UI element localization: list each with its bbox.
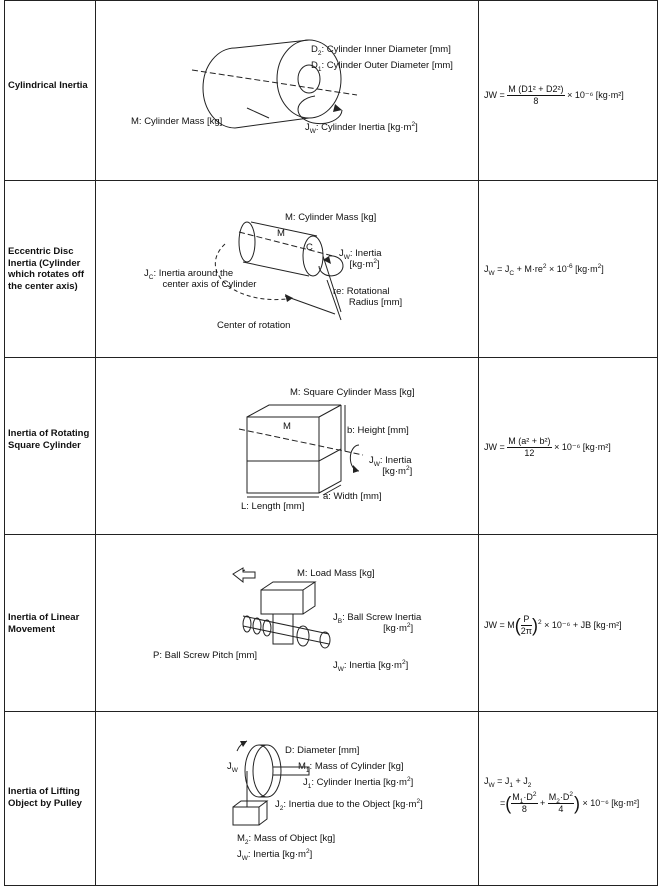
label-re: re: Rotational Radius [mm]: [333, 286, 403, 308]
row-name-square-cylinder: Inertia of Rotating Square Cylinder: [8, 428, 90, 451]
row-name-cylindrical: Cylindrical Inertia: [8, 80, 88, 91]
label-square-mass: M: Square Cylinder Mass [kg]: [290, 387, 415, 398]
table-border-right: [657, 0, 658, 886]
label-jw: $J_W$: Inertia $[kg\cdot m^2]$: [369, 455, 413, 477]
figure-eccentric-disc: [97, 180, 479, 357]
label-height: b: Height [mm]: [347, 425, 409, 436]
label-length: L: Length [mm]: [241, 501, 305, 512]
label-width: a: Width [mm]: [323, 491, 382, 502]
formula-cylindrical: JW = $\frac{\text{M (D1² + D2²)}}{8}$ × 10⁻⁶ [kg·m²]: [484, 84, 624, 106]
label-m: M: [277, 228, 285, 239]
label-cylinder-mass: M: Cylinder Mass [kg]: [285, 212, 377, 223]
label-diameter: D: Diameter [mm]: [285, 745, 360, 756]
label-c: C: [306, 242, 313, 253]
figure-cylindrical: [97, 0, 479, 180]
label-outer-diameter: $D_1$: Cylinder Outer Diameter [mm]: [311, 60, 453, 73]
label-m1: $M_1$: Mass of Cylinder [kg]: [298, 761, 404, 774]
formula-linear: JW = M( $\frac{P}{2\pi}$ )$^2$ × 10⁻⁶ + JB [kg·m²]: [484, 614, 622, 636]
figure-pulley: [97, 711, 479, 885]
label-jw: $J_W$: Inertia $[kg\cdot m^2]$: [339, 248, 382, 270]
inertia-table: [4, 0, 658, 886]
label-inner-diameter: $D_2$: Cylinder Inner Diameter [mm]: [311, 44, 451, 57]
label-jw: $J_W$: Inertia $[kg\cdot m^2]$: [237, 847, 313, 862]
ball-screw-drawing: [97, 534, 479, 711]
label-jw-arrow: $J_W$: [227, 761, 238, 774]
row-name-pulley: Inertia of Lifting Object by Pulley: [8, 786, 82, 809]
row-name-linear-movement: Inertia of Linear Movement: [8, 612, 80, 635]
figure-linear-movement: [97, 534, 479, 711]
formula-pulley-line1: $J_W = J_1 + J_2$: [484, 776, 532, 789]
cylinder-drawing: [97, 0, 479, 180]
label-jc: $J_C$: Inertia around the center axis of Cylinder: [144, 268, 257, 290]
label-jb: $J_B$: Ball Screw Inertia $[kg\cdot m^2]$: [333, 612, 422, 634]
label-pitch: P: Ball Screw Pitch [mm]: [153, 650, 257, 661]
label-jw: $J_W$: Inertia $[kg\cdot m^2]$: [333, 658, 409, 673]
formula-square-cylinder: JW = $\frac{\text{M (a² + b²)}}{12}$ × 10⁻⁶ [kg·m²]: [484, 436, 611, 458]
label-center-rotation: Center of rotation: [217, 320, 291, 331]
label-m: M: [283, 421, 291, 432]
table-border-left: [4, 0, 5, 886]
label-cylinder-inertia: $J_W$: Cylinder Inertia $[kg\cdot m^2]$: [305, 120, 418, 135]
label-cylinder-mass: M: Cylinder Mass [kg]: [131, 116, 223, 127]
label-j1: $J_1$: Cylinder Inertia $[kg\cdot m^2]$: [303, 775, 414, 790]
label-m2: $M_2$: Mass of Object [kg]: [237, 833, 336, 846]
table-border-bottom: [4, 885, 658, 886]
label-load-mass: M: Load Mass [kg]: [297, 568, 375, 579]
label-j2: $J_2$: Inertia due to the Object $[kg\cdot m^2]$: [275, 797, 423, 812]
figure-square-cylinder: [97, 357, 479, 534]
row-name-eccentric-disc: Eccentric Disc Inertia (Cylinder which rotates off the center axis): [8, 246, 85, 292]
formula-pulley-line2: =( $\frac{M_1\cdot D^2}{8}$ + $\frac{M_2\cdot D^2}{4}$ ) × 10⁻⁶ [kg·m²]: [500, 791, 640, 814]
formula-eccentric: $J_W = J_C + M\cdot re^2 \times 10^{-6}$ $[kg\cdot m^2]$: [484, 263, 604, 277]
